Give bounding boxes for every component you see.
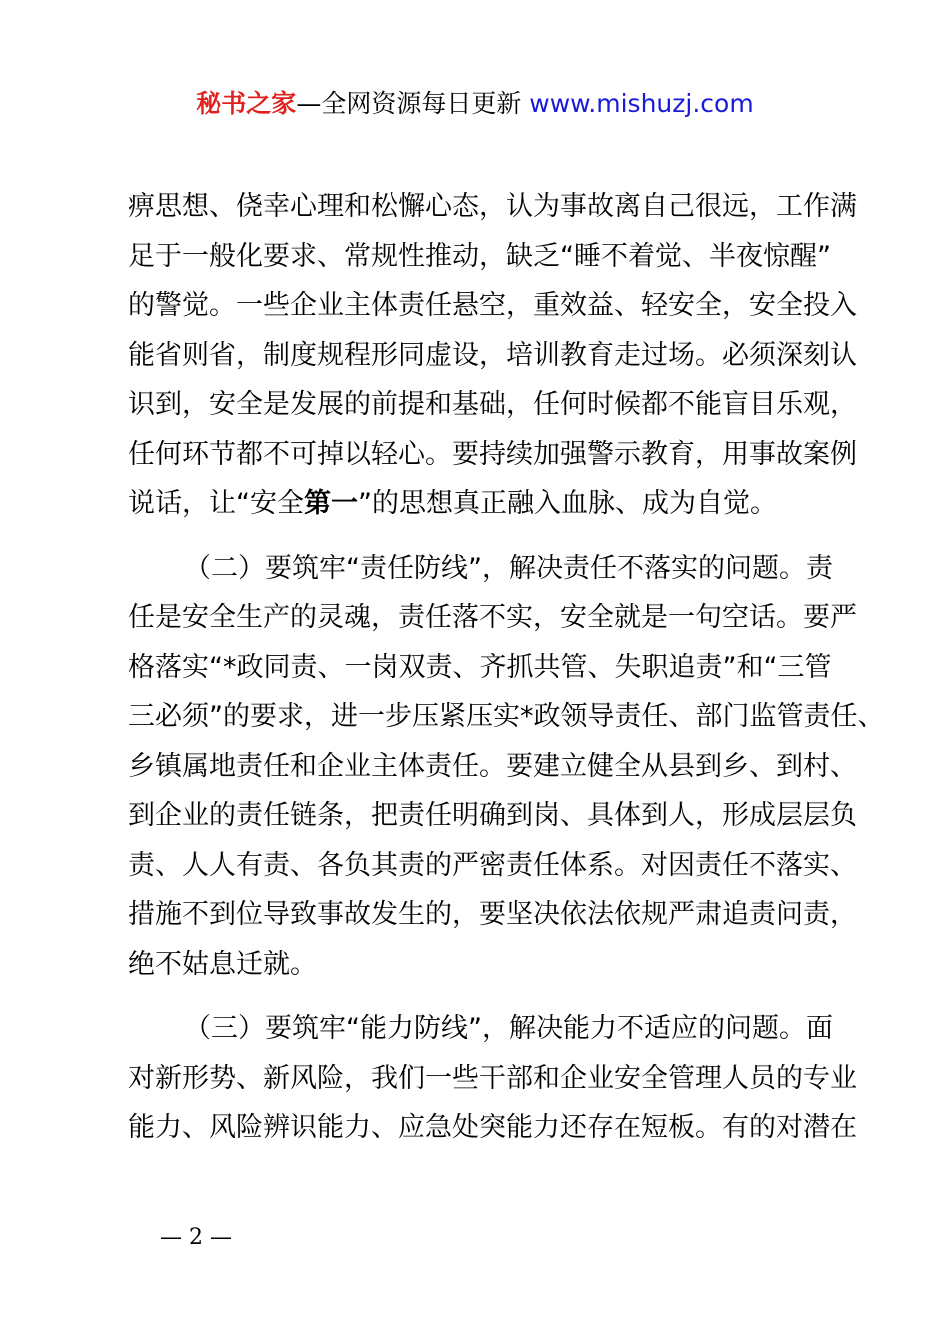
paragraph-1	[128, 182, 857, 529]
text-line-last	[128, 479, 848, 529]
text-line: 能力、风险辨识能力、应急处突能力还存在短板。有的对潜在	[128, 1112, 857, 1143]
text-line-first: （二）要筑牢“责任防线”，解决责任不落实的问题。责	[184, 552, 833, 584]
document-body	[128, 182, 885, 1153]
emphasized-text: 第一	[304, 488, 358, 519]
text-line: 足于一般化要求、常规性推动，缺乏“睡不着觉、半夜惊醒”	[128, 240, 831, 272]
site-header	[0, 86, 950, 122]
text-line: 识到，安全是发展的前提和基础，任何时候都不能盲目乐观，	[128, 389, 857, 420]
text-line: 痹思想、侥幸心理和松懈心态，认为事故离自己很远，工作满	[128, 191, 857, 222]
text-line: 任是安全生产的灵魂，责任落不实，安全就是一句空话。要严	[128, 602, 857, 633]
text-line: 责、人人有责、各负其责的严密责任体系。对因责任不落实、	[128, 849, 857, 881]
text-segment: ”的思想真正融入血脉、成为自觉。	[358, 488, 777, 519]
paragraph-3-capability	[128, 1004, 857, 1153]
site-url-link[interactable]: www.mishuzj.com	[529, 89, 754, 118]
text-line: 措施不到位导致事故发生的，要坚决依法依规严肃追责问责，	[128, 899, 857, 930]
header-tagline: —全网资源每日更新	[296, 89, 530, 118]
brand-name: 秘书之家	[196, 89, 297, 118]
paragraph-2-responsibility	[128, 544, 885, 990]
text-line: 三必须”的要求，进一步压紧压实*政领导责任、部门监管责任、	[128, 701, 885, 732]
text-line: 任何环节都不可掉以轻心。要持续加强警示教育，用事故案例	[128, 438, 857, 470]
text-line: 绝不姑息迁就。	[128, 948, 317, 980]
text-line: 乡镇属地责任和企业主体责任。要建立健全从县到乡、到村、	[128, 750, 857, 782]
text-line: 能省则省，制度规程形同虚设，培训教育走过场。必须深刻认	[128, 339, 857, 371]
text-line: 到企业的责任链条，把责任明确到岗、具体到人，形成层层负	[128, 800, 857, 831]
text-line-first: （三）要筑牢“能力防线”，解决能力不适应的问题。面	[184, 1013, 833, 1044]
page-number: — 2 —	[160, 1225, 232, 1250]
text-line: 的警觉。一些企业主体责任悬空，重效益、轻安全，安全投入	[128, 290, 857, 321]
text-segment: 说话，让“安全	[128, 488, 304, 519]
text-line: 对新形势、新风险，我们一些干部和企业安全管理人员的专业	[128, 1062, 857, 1094]
text-line: 格落实“*政同责、一岗双责、齐抓共管、失职追责”和“三管	[128, 651, 832, 683]
